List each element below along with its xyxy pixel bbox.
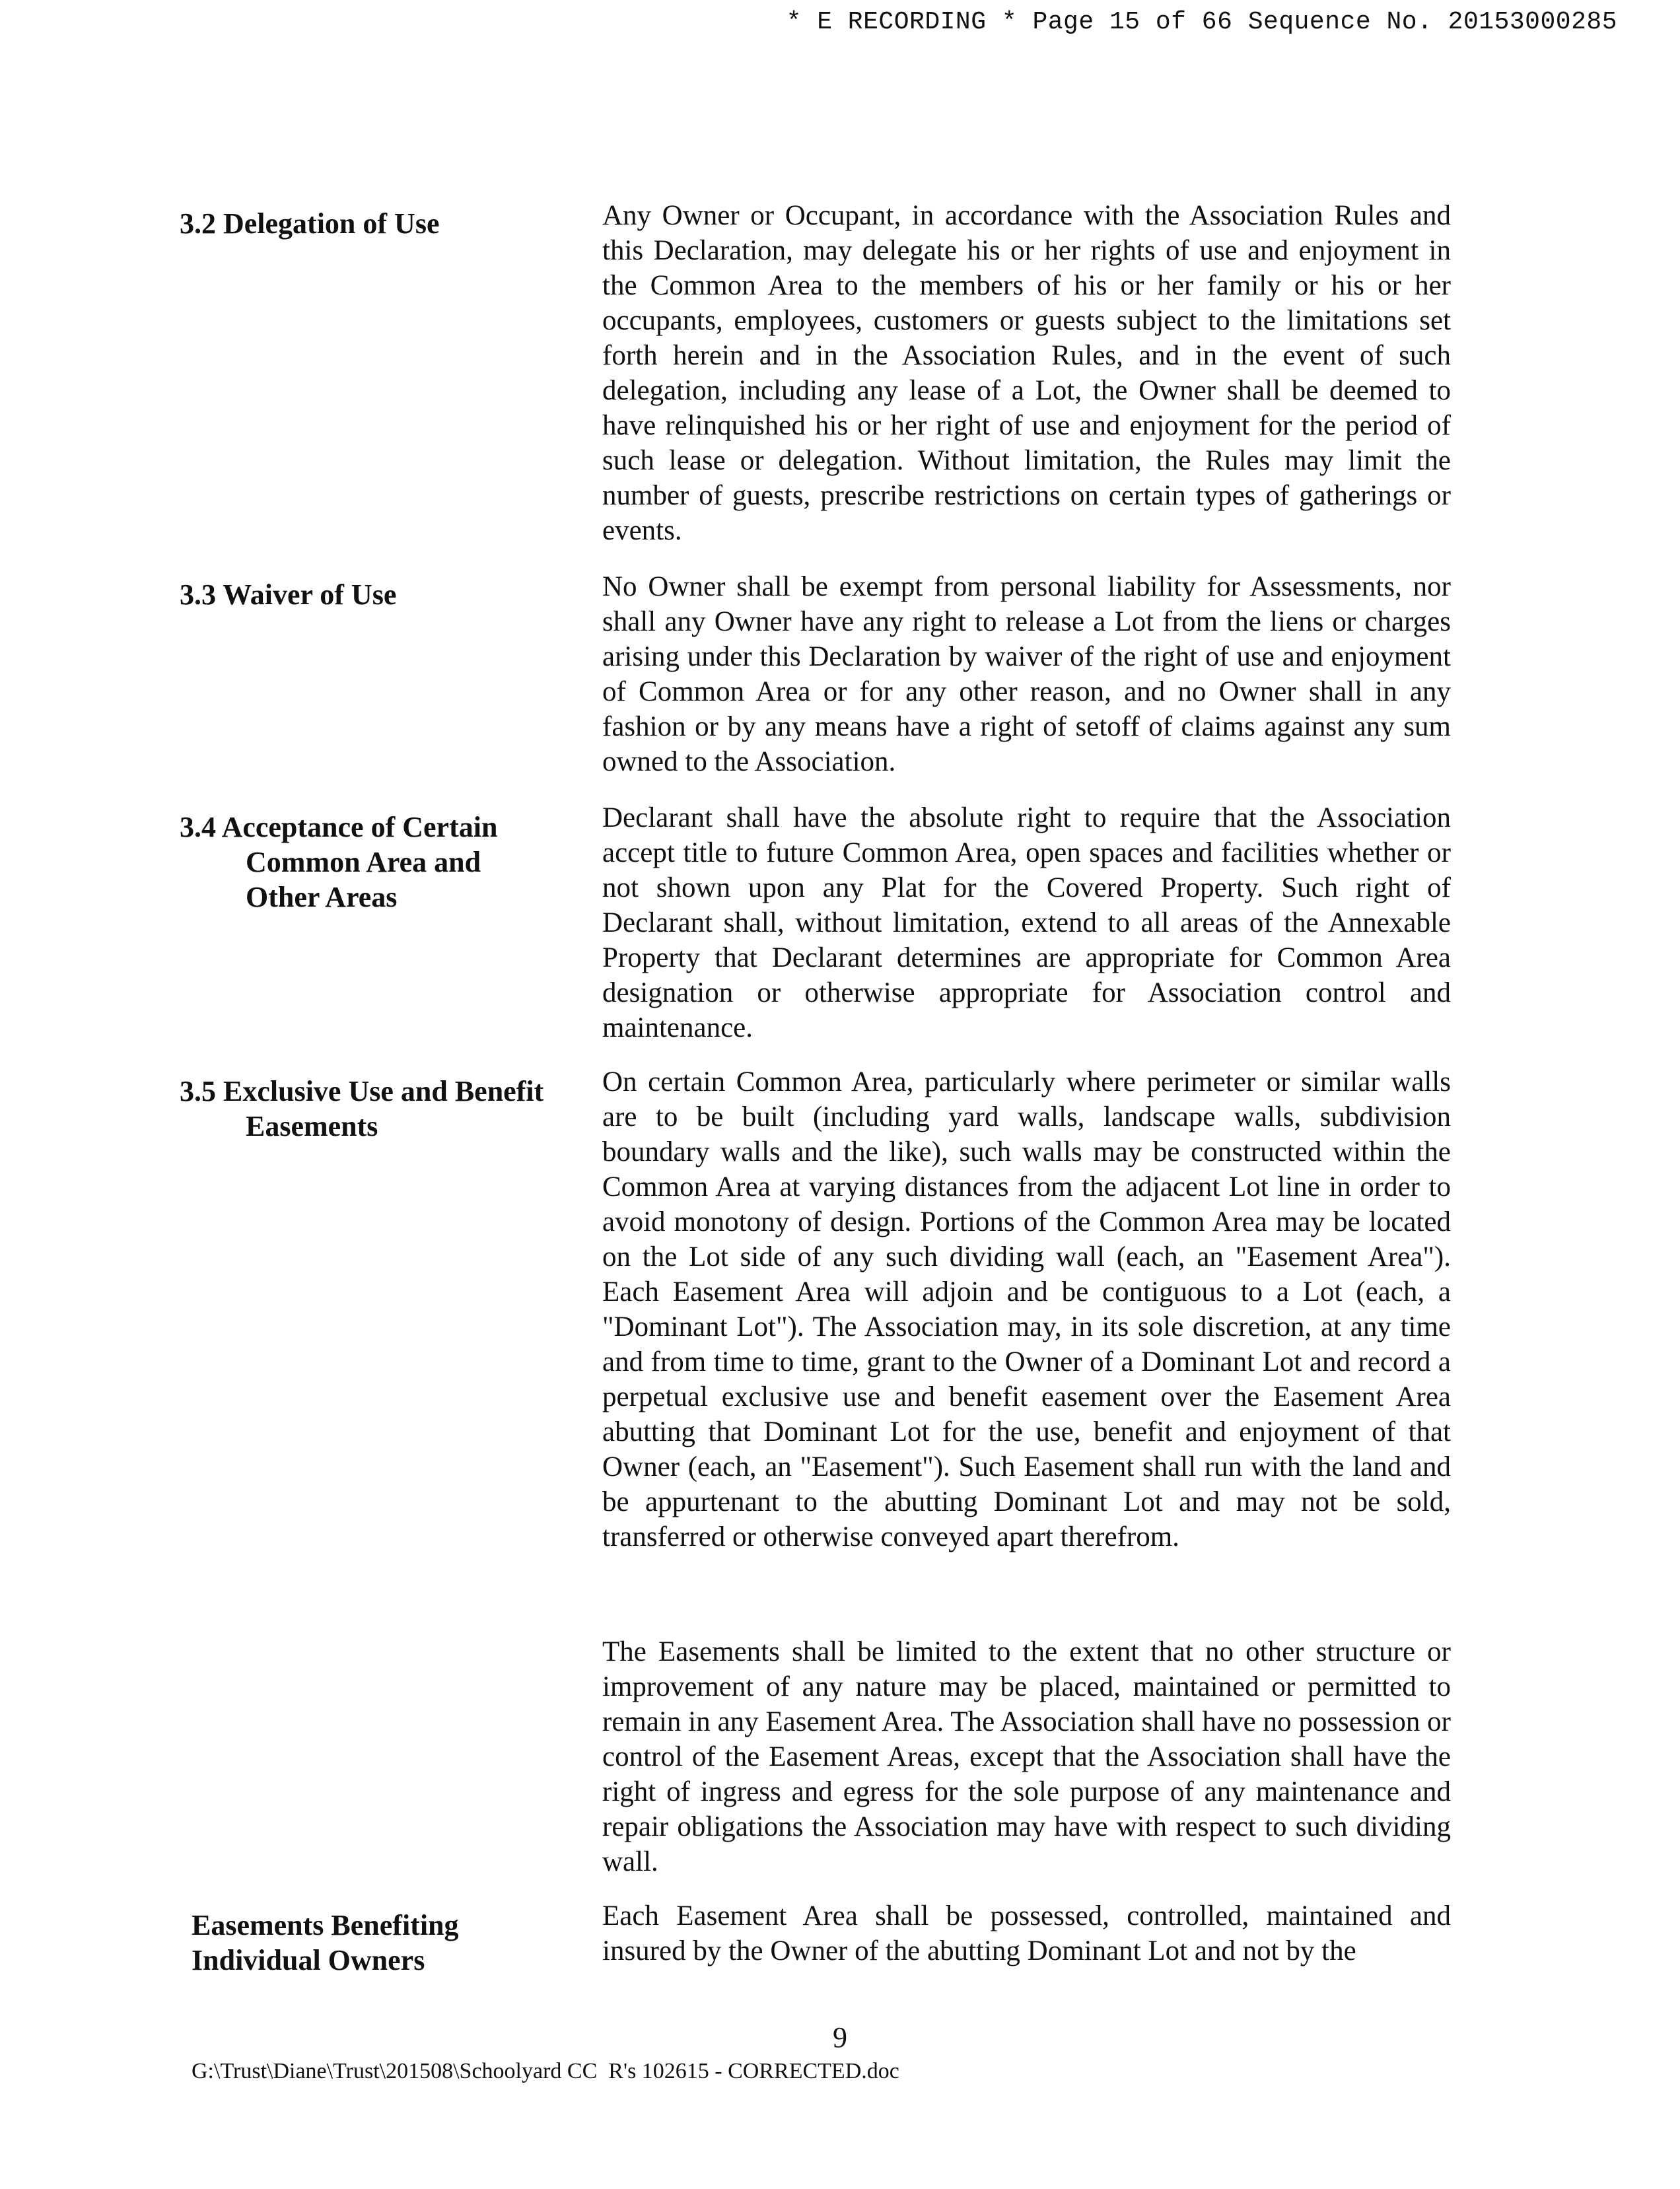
section-heading [180, 810, 589, 915]
heading-line: Easements [246, 1110, 378, 1142]
recording-header: * E RECORDING * Page 15 of 66 Sequence No. 20153000285 [786, 8, 1617, 36]
section-body: On certain Common Area, particularly where perimeter or similar walls are to be built (including yard walls, landscape walls, subdivision boundary walls and the like), such walls may be constructed within the Common Area at varying distances from the adjacent Lot line in order to avoid monotony of design. Portions of the Common Area may be located on the Lot side of any such dividing wall (each, an "Easement Area"). Each Easement Area will adjoin and be contiguous to a Lot (each, a "Dominant Lot"). The Association may, in its sole discretion, at any time and from time to time, grant to the Owner of a Dominant Lot and record a perpetual exclusive use and benefit easement over the Easement Area abutting that Dominant Lot for the use, benefit and enjoyment of that Owner (each, an "Easement"). Such Easement shall run with the land and be appurtenant to the abutting Dominant Lot and may not be sold, transferred or otherwise conveyed apart therefrom. [602, 1066, 1451, 1552]
heading-line: 3.2 Delegation of Use [180, 207, 440, 240]
section-body: The Easements shall be limited to the extent that no other structure or improvement of any nature may be placed, maintained or permitted to remain in any Easement Area. The Association shall have no possession or control of the Easement Areas, except that the Association shall have the right of ingress and egress for the sole purpose of any maintenance and repair obligations the Association may have with respect to such dividing wall. [602, 1636, 1451, 1877]
heading-line: Common Area and [246, 846, 481, 878]
heading-line: Individual Owners [192, 1944, 425, 1976]
section-body: No Owner shall be exempt from personal liability for Assessments, nor shall any Owner have any right to release a Lot from the liens or charges arising under this Declaration by waiver of the right of use and enjoyment of Common Area or for any other reason, and no Owner shall in any fashion or by any means have a right of setoff of claims against any sum owned to the Association. [602, 571, 1451, 777]
heading-line: 3.4 Acceptance of Certain [180, 811, 498, 843]
section-heading [180, 206, 589, 241]
section-heading [192, 1908, 601, 1978]
section-body: Declarant shall have the absolute right to require that the Association accept title to future Common Area, open spaces and facilities whether or not shown upon any Plat for the Covered Property. Such right of Declarant shall, without limitation, extend to all areas of the Annexable Property that Declarant determines are appropriate for Common Area designation or otherwise appropriate for Association control and maintenance. [602, 802, 1451, 1043]
document-file-path: G:\Trust\Diane\Trust\201508\Schoolyard CC R's 102615 - CORRECTED.doc [192, 2059, 899, 2083]
heading-line: 3.3 Waiver of Use [180, 578, 397, 611]
section-heading [180, 577, 589, 612]
heading-line: Easements Benefiting [192, 1909, 459, 1941]
section-heading [180, 1074, 589, 1144]
page-number: 9 [833, 2021, 847, 2054]
heading-line: 3.5 Exclusive Use and Benefit [180, 1075, 544, 1107]
section-body: Each Easement Area shall be possessed, controlled, maintained and insured by the Owner of the abutting Dominant Lot and not by the [602, 1900, 1451, 1966]
section-body: Any Owner or Occupant, in accordance with the Association Rules and this Declaration, may delegate his or her rights of use and enjoyment in the Common Area to the members of his or her family or his or her occupants, employees, customers or guests subject to the limitations set forth herein and in the Association Rules, and in the event of such delegation, including any lease of a Lot, the Owner shall be deemed to have relinquished his or her right of use and enjoyment for the period of such lease or delegation. Without limitation, the Rules may limit the number of guests, prescribe restrictions on certain types of gatherings or events. [602, 200, 1451, 546]
heading-line: Other Areas [246, 881, 398, 913]
